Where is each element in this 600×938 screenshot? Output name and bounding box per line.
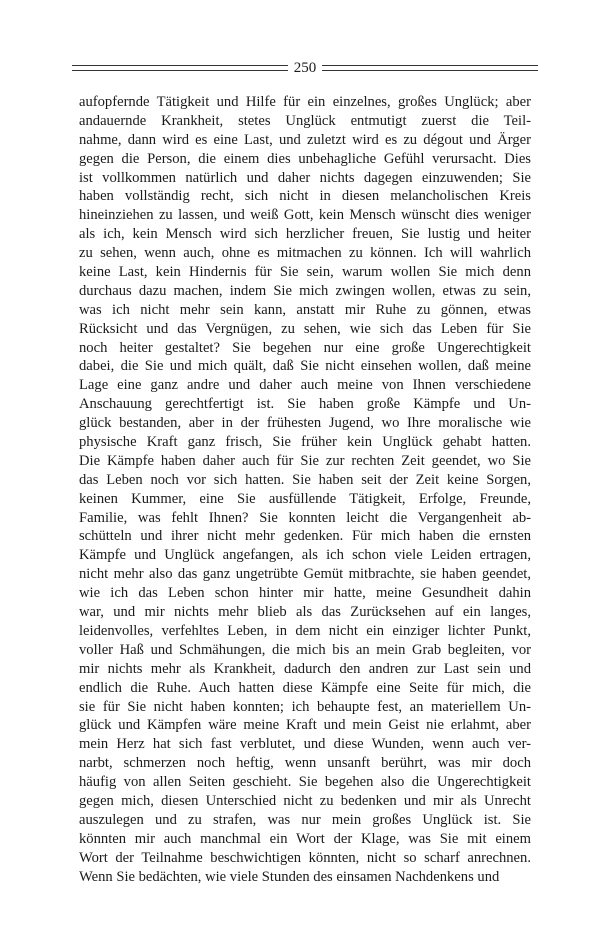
text-line: dabei, die Sie und mich quält, daß Sie nicht einsehen wollen, daß meine xyxy=(79,358,531,375)
text-line: andauernde Krankheit, stetes Unglück entmutigt zuerst die Teil- xyxy=(79,112,531,129)
text-line: hineinziehen zu lassen, und weiß Gott, kein Mensch wünscht dies weniger xyxy=(79,207,531,224)
text-line: haben vollständig recht, sich nicht in diesen melancholischen Kreis xyxy=(79,188,531,205)
text-line: Anschauung gerechtfertigt ist. Sie haben große Kämpfe und Un- xyxy=(79,396,531,413)
text-line: wie ich das Leben schon hinter mir hatte, meine Gesundheit dahin xyxy=(79,585,531,602)
text-line: mein Herz hat sich fast verblutet, und diese Wunden, wenn auch ver- xyxy=(79,736,531,753)
header-rule-right xyxy=(322,65,538,71)
text-line: sie für Sie nicht haben konnten; ich behaupte fest, an materiellem Un- xyxy=(79,698,531,715)
text-line: war, und mir nichts mehr blieb als das Zurücksehen auf ein langes, xyxy=(79,604,531,621)
body-text xyxy=(79,93,531,886)
text-line: gegen die Person, die einem dies unbehagliche Gefühl verursacht. Dies xyxy=(79,150,531,167)
text-line: nicht mehr also das ganz ungetrübte Gemüt mitbrachte, sie haben geendet, xyxy=(79,566,531,583)
text-line: voller Haß und Schmähungen, die mich bis an mein Grab begleiten, vor xyxy=(79,641,531,658)
text-line: das Leben noch vor sich hatten. Sie haben seit der Zeit keine Sorgen, xyxy=(79,471,531,488)
text-line: aufopfernde Tätigkeit und Hilfe für ein einzelnes, großes Unglück; aber xyxy=(79,94,531,110)
text-line: schütteln und ihrer nicht mehr gedenken. Für mich haben die ernsten xyxy=(79,528,531,545)
text-line: physische Kraft ganz frisch, Sie früher kein Unglück gehabt hatten. xyxy=(79,434,531,451)
text-line: Rücksicht und das Vergnügen, zu sehen, wie sich das Leben für Sie xyxy=(79,320,531,337)
text-line: Familie, was fehlt Ihnen? Sie konnten leicht die Vergangenheit ab- xyxy=(79,509,531,526)
header-rule-left xyxy=(72,65,288,71)
text-line: was ich nicht mehr sein kann, anstatt mir Ruhe zu gönnen, etwas xyxy=(79,301,531,318)
text-line: glück bestanden, aber in der frühesten Jugend, wo Ihre moralische wie xyxy=(79,415,531,432)
text-line: zu sehen, wenn auch, ohne es mitmachen zu können. Ich will wahrlich xyxy=(79,245,531,262)
text-line: noch heiter gestaltet? Sie begehen nur eine große Ungerechtigkeit xyxy=(79,339,531,356)
text-line: gegen mich, diesen Unterschied nicht zu bedenken und mir als Unrecht xyxy=(79,792,531,809)
text-line: auszulegen und zu strafen, was nur mein großes Unglück ist. Sie xyxy=(79,811,531,828)
page-number: 250 xyxy=(293,59,317,76)
text-line: Wenn Sie bedächten, wie viele Stunden des einsamen Nachdenkens und xyxy=(79,868,500,885)
text-line: Die Kämpfe haben daher auch für Sie zur rechten Zeit geendet, wo Sie xyxy=(79,452,531,469)
text-line: endlich die Ruhe. Auch hatten diese Kämpfe eine Seite für mich, die xyxy=(79,679,531,696)
text-line: keinen Kummer, eine Sie ausfüllende Tätigkeit, Erfolge, Freunde, xyxy=(79,490,531,507)
text-line: mir nichts mehr als Krankheit, dadurch den andren zur Last sein und xyxy=(79,660,531,677)
text-line: könnten mir auch manchmal ein Wort der Klage, was Sie mit einem xyxy=(79,830,531,847)
text-line: Lage eine ganz andre und daher auch meine von Ihnen verschiedene xyxy=(79,377,531,394)
text-line: glück und Kämpfen wäre meine Kraft und mein Geist nie erlahmt, aber xyxy=(79,717,531,734)
text-line: Kämpfe und Unglück angefangen, als ich schon viele Leiden ertragen, xyxy=(79,547,531,564)
text-line: Wort der Teilnahme beschwichtigen könnten, nicht so scharf anrechnen. xyxy=(79,849,531,866)
text-line: ist vollkommen natürlich und daher nichts dagegen einzuwenden; Sie xyxy=(79,169,531,186)
text-line: durchaus dazu machen, indem Sie mich zwingen wollen, etwas zu sein, xyxy=(79,282,531,299)
text-line: leidenvolles, verfehltes Leben, in dem nicht ein einziger lichter Punkt, xyxy=(79,622,531,639)
text-line: als ich, kein Mensch wird sich herzlicher freuen, Sie lustig und heiter xyxy=(79,226,531,243)
text-line: keine Last, kein Hindernis für Sie sein, warum wollen Sie mich denn xyxy=(79,264,531,281)
text-line: narbt, schmerzen noch heftig, wenn unsanft berührt, was mir doch xyxy=(79,755,531,772)
text-line: häufig von allen Seiten geschieht. Sie begehen also die Ungerechtigkeit xyxy=(79,774,531,791)
page-header xyxy=(72,56,538,80)
text-line: nahme, dann wird es eine Last, und zuletzt wird es zu dégout und Ärger xyxy=(79,131,531,148)
